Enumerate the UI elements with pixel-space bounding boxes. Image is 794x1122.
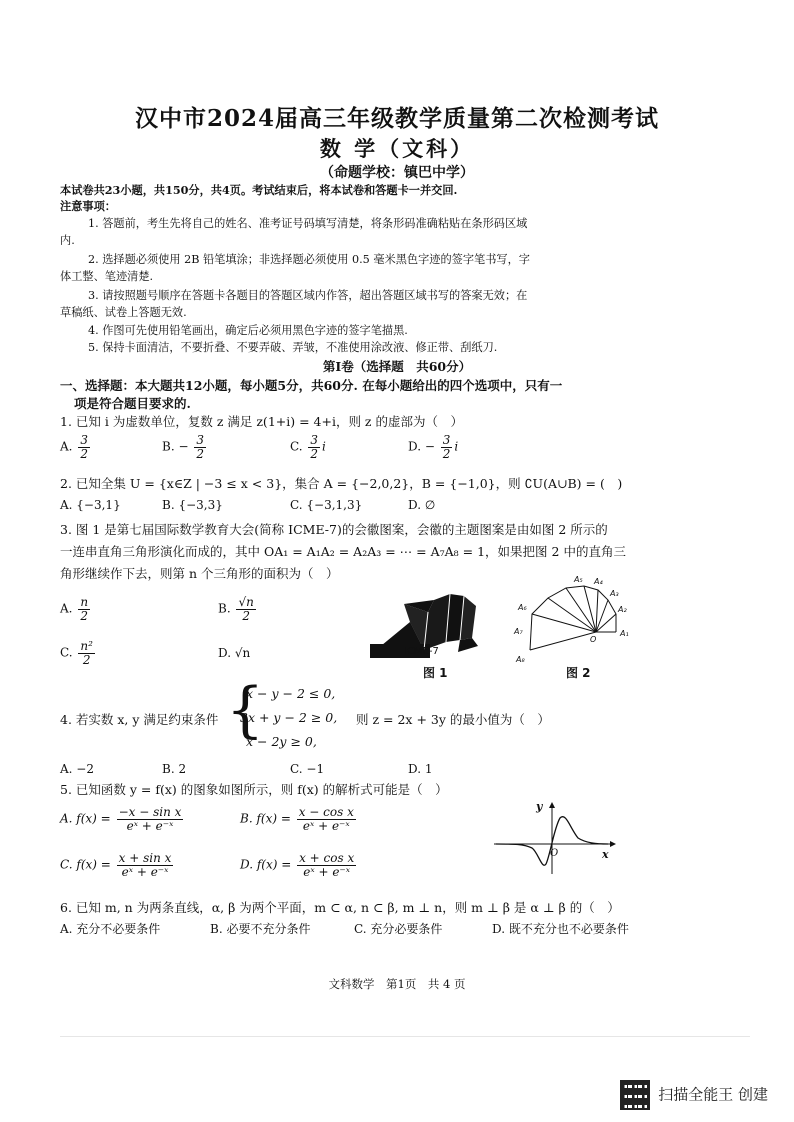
exam-intro: 本试卷共23小题，共150分，共4页。考试结束后，将本试卷和答题卡一并交回. bbox=[60, 183, 458, 197]
function-graph bbox=[490, 798, 620, 876]
fraction bbox=[308, 434, 320, 460]
question-1-option-a bbox=[60, 434, 92, 460]
x-axis-arrow-icon bbox=[610, 841, 616, 847]
option-label: D. − bbox=[408, 439, 435, 454]
denominator: 2 bbox=[310, 446, 319, 461]
section-title: 第Ⅰ卷（选择题 共60分） bbox=[322, 359, 472, 374]
denominator: 2 bbox=[82, 652, 91, 667]
question-2-option-b: B. {−3,3} bbox=[162, 498, 223, 512]
question-2-option-a: A. {−3,1} bbox=[60, 498, 121, 512]
numerator: n bbox=[80, 595, 89, 609]
numerator: 3 bbox=[442, 433, 451, 447]
scanner-watermark bbox=[620, 1080, 768, 1110]
exam-title: 汉中市2024届高三年级教学质量第二次检测考试 bbox=[134, 105, 659, 132]
notice-item-5: 5. 保持卡面清洁，不要折叠、不要弄破、弄皱，不准使用涂改液、修正带、刮纸刀. bbox=[88, 341, 498, 354]
denominator: 2 bbox=[80, 446, 88, 461]
fraction bbox=[78, 640, 95, 666]
question-3-option-c bbox=[60, 640, 97, 666]
figure-2-caption: 图 2 bbox=[566, 666, 591, 680]
exam-subtitle: 数 学（文科） bbox=[319, 136, 475, 161]
question-2-stem: 2. 已知全集 U = {x∈Z | −3 ≤ x < 3}，集合 A = {−2,0,2}，B = {−1,0}，则 ∁U(A∪B) = ( ) bbox=[60, 476, 623, 491]
part1-instructions-line-2: 项是符合题目要求的. bbox=[74, 396, 191, 411]
notice-item-1-line-2: 内. bbox=[60, 234, 75, 247]
question-4-prefix: 4. 若实数 x, y 满足约束条件 bbox=[60, 712, 219, 727]
scanner-text: 扫描全能王 创建 bbox=[658, 1085, 768, 1104]
question-5-option-d bbox=[240, 852, 358, 878]
fraction bbox=[117, 852, 174, 878]
question-4-suffix: 则 z = 2x + 3y 的最小值为（ ） bbox=[356, 712, 550, 727]
numerator: x − cos x bbox=[298, 805, 354, 819]
notice-item-2-line-2: 体工整、笔迹清楚. bbox=[60, 270, 154, 283]
icme7-logo-text: ICME-7 bbox=[404, 646, 439, 657]
question-4-option-b: B. 2 bbox=[162, 762, 187, 776]
numerator: −x − sin x bbox=[118, 805, 182, 819]
imaginary-unit: i bbox=[454, 439, 459, 454]
imaginary-unit: i bbox=[322, 439, 326, 454]
graph-axis-x-label: x bbox=[602, 848, 609, 861]
notice-item-3-line-2: 草稿纸、试卷上答题无效. bbox=[60, 306, 187, 319]
question-1-option-d bbox=[408, 434, 458, 460]
label-a1: A₁ bbox=[620, 629, 629, 638]
notice-item-4: 4. 作图可先使用铅笔画出，确定后必须用黑色字迹的签字笔描黑. bbox=[88, 324, 408, 337]
numerator: √n bbox=[238, 595, 254, 609]
constraint-3: x − 2y ≥ 0, bbox=[246, 734, 317, 749]
option-label: C. bbox=[290, 439, 303, 454]
label-a3: A₃ bbox=[610, 589, 619, 598]
option-label: B. f(x) = bbox=[240, 811, 291, 826]
question-3-option-d: D. √n bbox=[218, 646, 251, 660]
denominator: 2 bbox=[80, 608, 88, 623]
fraction bbox=[236, 596, 255, 622]
option-label: C. f(x) = bbox=[60, 857, 111, 872]
question-1-option-c bbox=[290, 434, 326, 460]
constraint-1: x − y − 2 ≤ 0, bbox=[246, 686, 336, 701]
question-5-option-a bbox=[60, 806, 185, 832]
page-divider bbox=[60, 1036, 750, 1037]
right-triangle-spiral-figure bbox=[510, 572, 638, 664]
notice-item-2-line-1: 2. 选择题必须使用 2B 铅笔填涂；非选择题必须使用 0.5 毫米黑色字迹的签字笔书写，字 bbox=[88, 253, 530, 266]
option-label: C. bbox=[60, 645, 73, 660]
qr-code-icon bbox=[620, 1080, 650, 1110]
constraint-2: 3x + y − 2 ≥ 0, bbox=[240, 710, 338, 725]
option-label: B. bbox=[218, 601, 231, 616]
notice-item-1-line-1: 1. 答题前，考生先将自己的姓名、准考证号码填写清楚，将条形码准确粘贴在条形码区域 bbox=[88, 217, 528, 230]
numerator: 3 bbox=[196, 433, 204, 447]
denominator: eˣ + e⁻ˣ bbox=[121, 864, 169, 879]
option-label: A. bbox=[60, 601, 73, 616]
label-a4: A₄ bbox=[594, 577, 603, 586]
question-5-option-c bbox=[60, 852, 175, 878]
graph-axis-y-label: y bbox=[536, 800, 543, 813]
question-2-option-d: D. ∅ bbox=[408, 498, 436, 512]
question-2-option-c: C. {−3,1,3} bbox=[290, 498, 363, 512]
label-a5: A₅ bbox=[574, 575, 583, 584]
option-label: D. f(x) = bbox=[240, 857, 292, 872]
question-6-option-b: B. 必要不充分条件 bbox=[210, 922, 311, 936]
notice-heading: 注意事项： bbox=[60, 199, 116, 213]
question-3-line-3: 角形继续作下去，则第 n 个三角形的面积为（ ） bbox=[60, 566, 339, 581]
option-label: A. bbox=[60, 439, 73, 454]
question-5-stem: 5. 已知函数 y = f(x) 的图象如图所示，则 f(x) 的解析式可能是（ ） bbox=[60, 782, 448, 797]
numerator: x + sin x bbox=[118, 851, 172, 865]
denominator: eˣ + e⁻ˣ bbox=[302, 818, 350, 833]
label-a8: A₈ bbox=[516, 655, 525, 664]
numerator: x + cos x bbox=[299, 851, 355, 865]
constraint-brace: { bbox=[226, 675, 265, 745]
question-4-option-c: C. −1 bbox=[290, 762, 325, 776]
y-axis-arrow-icon bbox=[549, 802, 555, 808]
question-4-option-a: A. −2 bbox=[60, 762, 94, 776]
fraction bbox=[78, 434, 90, 460]
label-a2: A₂ bbox=[618, 605, 627, 614]
graph-origin-label: O bbox=[550, 848, 559, 859]
numerator: 3 bbox=[310, 433, 319, 447]
page-footer: 文科数学 第1页 共 4 页 bbox=[328, 977, 466, 991]
denominator: 2 bbox=[242, 608, 250, 623]
question-6-option-d: D. 既不充分也不必要条件 bbox=[492, 922, 629, 936]
figure-1-caption: 图 1 bbox=[423, 666, 448, 680]
part1-instructions-line-1: 一、选择题：本大题共12小题，每小题5分，共60分. 在每小题给出的四个选项中，只有一 bbox=[60, 378, 563, 393]
question-3-option-b bbox=[218, 596, 258, 622]
question-6-option-a: A. 充分不必要条件 bbox=[60, 922, 161, 936]
label-a7: A₇ bbox=[514, 627, 523, 636]
denominator: 2 bbox=[442, 446, 451, 461]
fraction bbox=[297, 852, 356, 878]
label-a6: A₆ bbox=[518, 603, 527, 612]
question-1-option-b bbox=[162, 434, 208, 460]
denominator: eˣ + e⁻ˣ bbox=[303, 864, 351, 879]
fraction bbox=[117, 806, 184, 832]
question-3-line-1: 3. 图 1 是第七届国际数学教育大会(简称 ICME-7)的会徽图案，会徽的主题图案是由如图 2 所示的 bbox=[60, 522, 608, 537]
option-label: B. − bbox=[162, 439, 189, 454]
exam-school: （命题学校：镇巴中学） bbox=[320, 165, 474, 181]
denominator: 2 bbox=[196, 446, 204, 461]
question-3-option-a bbox=[60, 596, 92, 622]
question-4-option-d: D. 1 bbox=[408, 762, 433, 776]
fraction bbox=[194, 434, 206, 460]
numerator: 3 bbox=[80, 433, 88, 447]
question-3-line-2: 一连串直角三角形演化而成的，其中 OA₁ = A₁A₂ = A₂A₃ = ⋯ = A₇A₈ = 1，如果把图 2 中的直角三 bbox=[60, 544, 626, 559]
notice-item-3-line-1: 3. 请按照题号顺序在答题卡各题目的答题区域内作答，超出答题区域书写的答案无效；在 bbox=[88, 289, 528, 302]
question-6-option-c: C. 充分必要条件 bbox=[354, 922, 443, 936]
denominator: eˣ + e⁻ˣ bbox=[126, 818, 174, 833]
question-6-stem: 6. 已知 m, n 为两条直线，α, β 为两个平面，m ⊂ α, n ⊂ β, m ⊥ n，则 m ⊥ β 是 α ⊥ β 的（ ） bbox=[60, 900, 620, 915]
question-5-option-b bbox=[240, 806, 358, 832]
question-1-stem: 1. 已知 i 为虚数单位，复数 z 满足 z(1+i) = 4+i，则 z 的虚部为（ ） bbox=[60, 414, 463, 429]
fraction bbox=[297, 806, 356, 832]
fraction bbox=[441, 434, 453, 460]
numerator: n² bbox=[80, 639, 93, 653]
option-label: A. f(x) = bbox=[60, 811, 111, 826]
label-origin: O bbox=[590, 635, 597, 644]
fraction bbox=[78, 596, 90, 622]
